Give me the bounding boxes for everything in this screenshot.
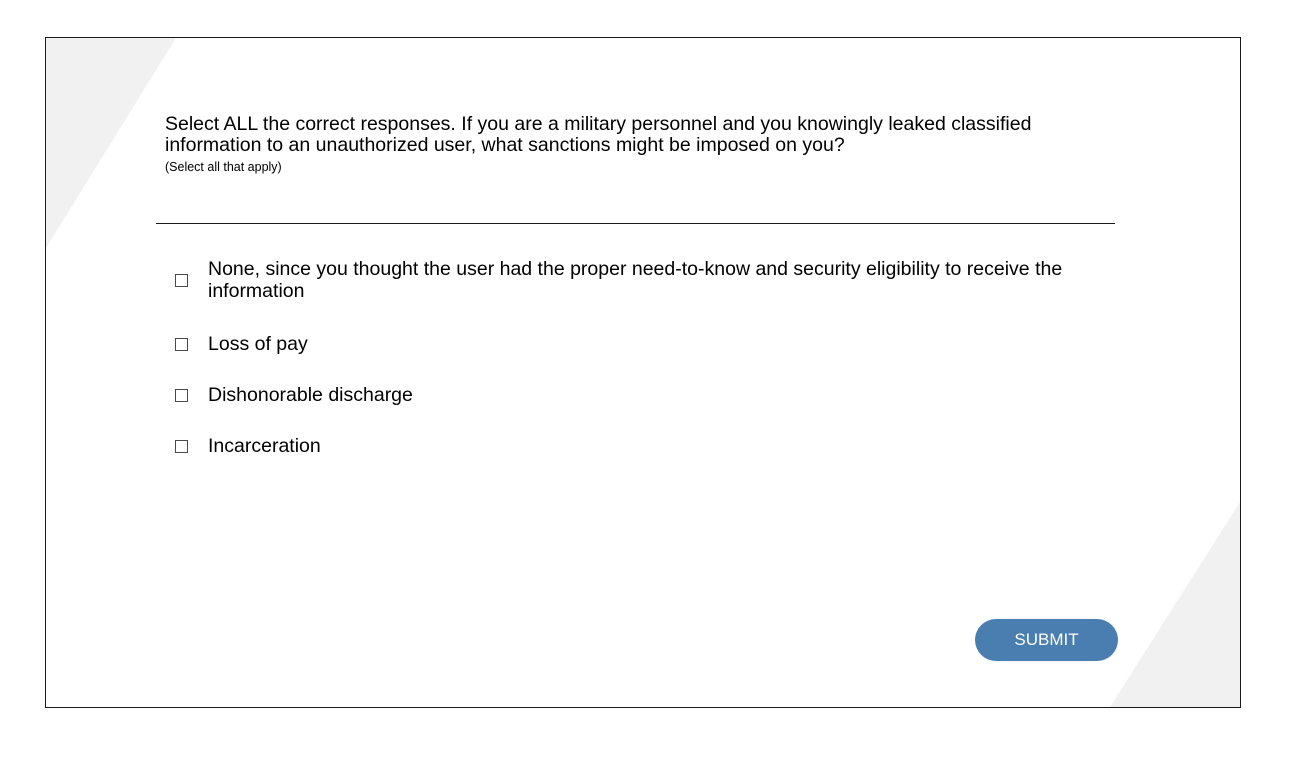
answer-option-1[interactable] <box>175 258 1068 302</box>
question-text: Select ALL the correct responses. If you are a military personnel and you knowingly leaked classified information to an unauthorized user, what sanctions might be imposed on you? <box>165 113 1032 156</box>
option-label-2: Loss of pay <box>208 333 308 355</box>
quiz-slide <box>45 37 1241 708</box>
checkbox-option-2[interactable] <box>175 338 188 351</box>
checkbox-option-1[interactable] <box>175 274 188 287</box>
option-label-3: Dishonorable discharge <box>208 384 413 406</box>
answer-option-2[interactable] <box>175 333 1068 355</box>
corner-decoration-bottom-right <box>1110 502 1240 707</box>
corner-decoration-top-left <box>46 38 176 248</box>
option-label-4: Incarceration <box>208 435 321 457</box>
option-label-1: None, since you thought the user had the proper need-to-know and security eligibility to receive the information <box>208 258 1063 302</box>
question-instruction: (Select all that apply) <box>165 160 282 174</box>
submit-button[interactable]: SUBMIT <box>975 619 1118 661</box>
divider <box>156 223 1115 224</box>
checkbox-option-3[interactable] <box>175 389 188 402</box>
answer-option-4[interactable] <box>175 435 1068 457</box>
checkbox-option-4[interactable] <box>175 440 188 453</box>
answer-option-3[interactable] <box>175 384 1068 406</box>
